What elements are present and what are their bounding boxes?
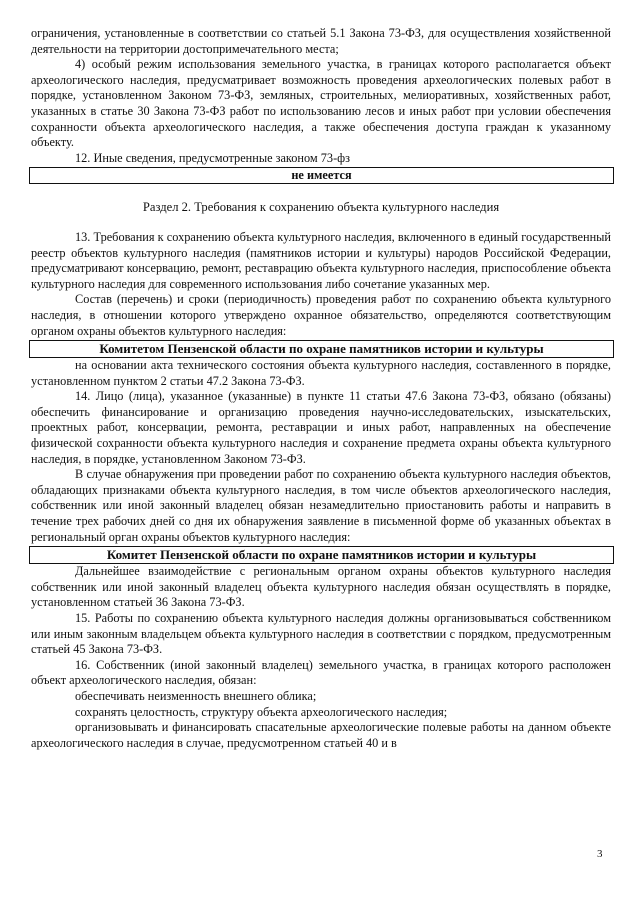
page-number: 3 xyxy=(597,848,603,860)
document-page xyxy=(31,26,611,751)
paragraph-continuation: ограничения, установленные в соответствии со статьей 5.1 Закона 73-ФЗ, для осуществления хозяйственной деятельности на территории достопримечательного места; xyxy=(31,26,611,56)
paragraph-item-12: 12. Иные сведения, предусмотренные законом 73-фз xyxy=(75,150,350,165)
paragraph-duty-integrity: сохранять целостность, структуру объекта археологического наследия; xyxy=(75,704,448,719)
boxed-value-none: не имеется xyxy=(29,167,614,184)
paragraph-item-4: 4) особый режим использования земельного участка, в границах которого располагается объект археологического наследия, предусматривает возможность проведения археологических полевых работ в порядке, установленном Законом 73-ФЗ, земляных, строительных, мелиоративных, хозяйственных работ, указанных в статье 30 Закона 73-ФЗ работ по использованию лесов и иных работ при условии обеспечения сохранности объекта археологического наследия, а также обеспечения доступа граждан к указанному объекту. xyxy=(31,57,611,150)
paragraph-item-16: 16. Собственник (иной законный владелец) земельного участка, в границах которого расположен объект археологического наследия, обязан: xyxy=(31,657,611,688)
section-title: Раздел 2. Требования к сохранению объекта культурного наследия xyxy=(142,200,500,215)
paragraph-composition: Состав (перечень) и сроки (периодичность) проведения работ по сохранению объекта культурного наследия, в отношении которого утверждено охранное обязательство, определяются соответствующим органом охраны объектов культурного наследия: xyxy=(31,292,611,338)
boxed-authority-committee: Комитетом Пензенской области по охране памятников истории и культуры xyxy=(29,340,614,358)
paragraph-basis: на основании акта технического состояния объекта культурного наследия, составленного в порядке, установленном пунктом 2 статьи 47.2 Закона 73-ФЗ. xyxy=(31,358,611,388)
paragraph-item-13: 13. Требования к сохранению объекта культурного наследия, включенного в единый государственный реестр объектов культурного наследия (памятников истории и культуры) народов Российской Федерации, предусматривают консервацию, ремонт, реставрацию объекта культурного наследия, приспособление объекта культурного наследия для современного использования либо сочетание указанных мер. xyxy=(31,229,611,291)
paragraph-discovery: В случае обнаружения при проведении работ по сохранению объекта культурного наследия объектов, обладающих признаками объекта культурного наследия, в том числе объектов археологического наследия, собственник или иной законный владелец обязан незамедлительно приостановить работы и направить в течение трех рабочих дней со дня их обнаружения заявление в письменной форме об указанных объектах в региональный орган охраны объектов культурного наследия: xyxy=(31,467,611,544)
boxed-authority-committee-2: Комитет Пензенской области по охране памятников истории и культуры xyxy=(29,546,614,564)
paragraph-duty-appearance: обеспечивать неизменность внешнего облика; xyxy=(75,688,317,703)
paragraph-duty-rescue-works: организовывать и финансировать спасательные археологические полевые работы на данном объекте археологического наследия в случае, предусмотренном статьей 40 и в xyxy=(31,720,611,750)
paragraph-item-14: 14. Лицо (лица), указанное (указанные) в пункте 11 статьи 47.6 Закона 73-ФЗ, обязано (обязаны) обеспечить финансирование и организацию проведения научно-исследовательских, изыскательских, проектных работ, консервации, ремонта, реставрации и иных работ, направленных на обеспечение физической сохранности объекта культурного наследия и сохранение предмета охраны объекта культурного наследия, в порядке, установленном Законом 73-ФЗ. xyxy=(31,389,611,466)
paragraph-interaction: Дальнейшее взаимодействие с региональным органом охраны объектов культурного наследия собственник или иной законный владелец объекта культурного наследия обязан осуществлять в порядке, установленном статьей 36 Закона 73-ФЗ. xyxy=(31,564,611,610)
paragraph-item-15: 15. Работы по сохранению объекта культурного наследия должны организовываться собственником или иным законным владельцем объекта культурного наследия в соответствии с порядком, предусмотренным статьей 45 Закона 73-ФЗ. xyxy=(31,611,611,657)
